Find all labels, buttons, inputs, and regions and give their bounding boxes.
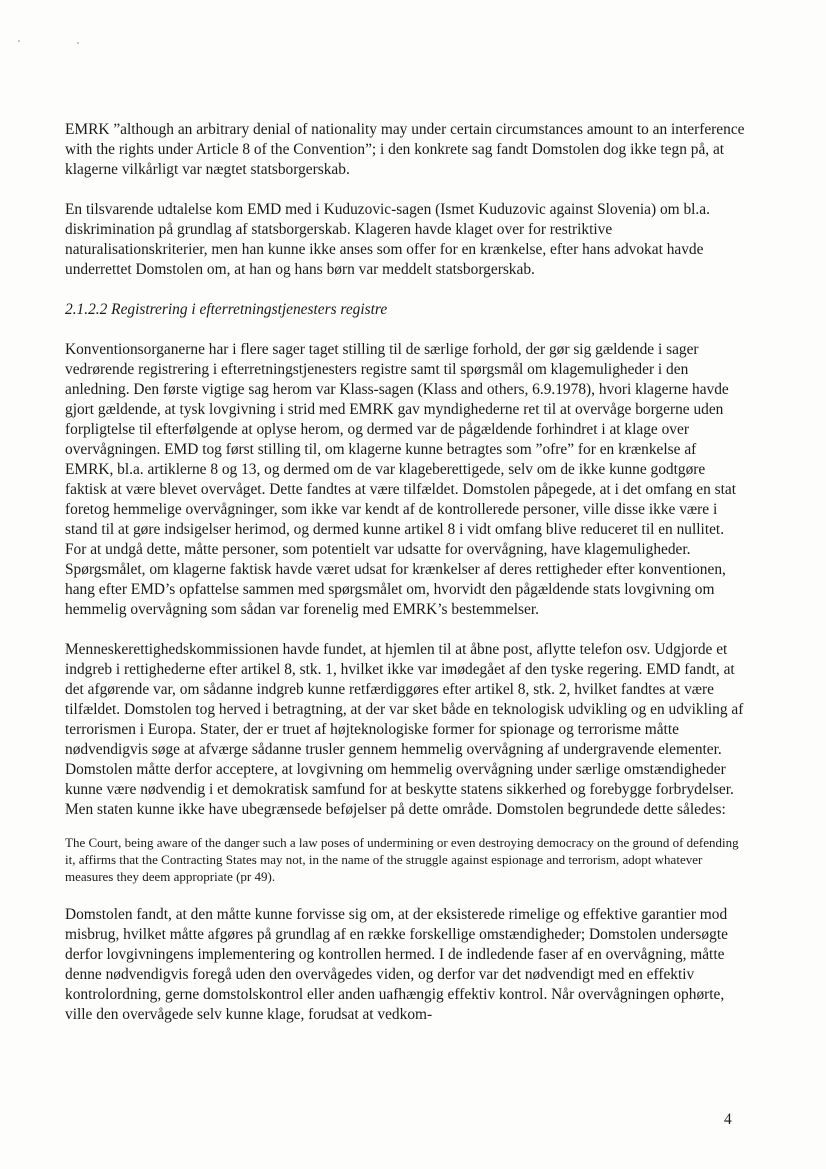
block-quote: The Court, being aware of the danger such a law poses of undermining or even destroying democracy on the ground of defending it, affirms that the Contracting States may not, in the name of the struggle against espionage and terrorism, adopt whatever measures they deem appropriate (pr 49). — [65, 835, 739, 884]
page-number: 4 — [724, 1111, 732, 1128]
paragraph: Menneskerettighedskommissionen havde fundet, at hjemlen til at åbne post, aflytte telefon osv. Udgjorde et indgreb i rettighederne efter artikel 8, stk. 1, hvilket ikke var imødegået af den tyske regering. EMD fandt, at det afgørende var, om sådanne indgreb kunne retfærdiggøres efter artikel 8, stk. 2, hvilket fandtes at være tilfældet. Domstolen tog herved i betragtning, at der var sket både en teknologisk udvikling og en udvikling af terrorismen i Europa. Stater, der er truet af højteknologiske former for spionage og terrorisme måtte nødvendigvis søge at afværge sådanne trusler gennem hemmelig overvågning af undergravende elementer. Domstolen måtte derfor acceptere, at lovgivning om hemmelig overvågning under særlige omstændigheder kunne være nødvendig i et demokratisk samfund for at beskytte statens sikkerhed og forebygge forbrydelser. Men staten kunne ikke have ubegrænsede beføjelser på dette område. Domstolen begrundede dette således: — [65, 641, 744, 818]
scan-speck — [18, 40, 20, 42]
paragraph: Domstolen fandt, at den måtte kunne forvisse sig om, at der eksisterede rimelige og effektive garantier mod misbrug, hvilket måtte afgøres på grundlag af en række forskellige omstændigheder; Domstolen undersøgte derfor lovgivningens implementering og kontrollen hermed. I de indledende faser af en overvågning, måtte denne nødvendigvis foregå uden den overvågedes viden, og derfor var det nødvendigt med en effektiv kontrolordning, gerne domstolskontrol eller anden uafhængig effektiv kontrol. Når overvågningen ophørte, ville den overvågede selv kunne klage, forudsat at vedkom- — [65, 906, 728, 1023]
paragraph: Konventionsorganerne har i flere sager taget stilling til de særlige forhold, der gør sig gældende i sager vedrørende registrering i efterretningstjenesters registre samt til spørgsmål om klagemuligheder i den anledning. Den første vigtige sag herom var Klass-sagen (Klass and others, 6.9.1978), hvori klagerne havde gjort gældende, at tysk lovgivning i strid med EMRK gav myndighederne ret til at overvåge borgerne uden forpligtelse til efterfølgende at oplyse herom, og dermed var de pågældende forhindret i at klage over overvågningen. EMD tog først stilling til, om klagerne kunne betragtes som ”ofre” for en krænkelse af EMRK, bl.a. artiklerne 8 og 13, og dermed om de var klageberettigede, selv om de ikke kunne godtgøre faktisk at være blevet overvåget. Dette fandtes at være tilfældet. Domstolen påpegede, at i det omfang en stat foretog hemmelige overvågninger, som ikke var kendt af de kontrollerede personer, ville disse ikke være i stand til at gøre indsigelser herimod, og dermed kunne artikel 8 i vidt omfang blive reduceret til en nullitet. For at undgå dette, måtte personer, som potentielt var udsatte for overvågning, have klagemuligheder. Spørgsmålet, om klagerne faktisk havde været udsat for krænkelser af deres rettigheder efter konventionen, hang efter EMD’s opfattelse sammen med spørgsmålet om, hvorvidt den pågældende stats lovgivning om hemmelig overvågning som sådan var forenelig med EMRK’s bestemmelser. — [65, 341, 736, 618]
scan-speck — [77, 42, 79, 44]
paragraph: EMRK ”although an arbitrary denial of nationality may under certain circumstances amount to an interference with the rights under Article 8 of the Convention”; i den konkrete sag fandt Domstolen dog ikke tegn på, at klagerne vilkårligt var nægtet statsborgerskab. — [65, 121, 745, 178]
body-text — [65, 120, 745, 1025]
paragraph: En tilsvarende udtalelse kom EMD med i Kuduzovic-sagen (Ismet Kuduzovic against Slovenia) om bl.a. diskrimination på grundlag af statsborgerskab. Klageren havde klaget over for restriktive naturalisationskriterier, men han kunne ikke anses som offer for en krænkelse, efter hans advokat havde underrettet Domstolen om, at han og hans børn var meddelt statsborgerskab. — [65, 201, 710, 278]
section-heading: 2.1.2.2 Registrering i efterretningstjenesters registre — [65, 301, 388, 318]
